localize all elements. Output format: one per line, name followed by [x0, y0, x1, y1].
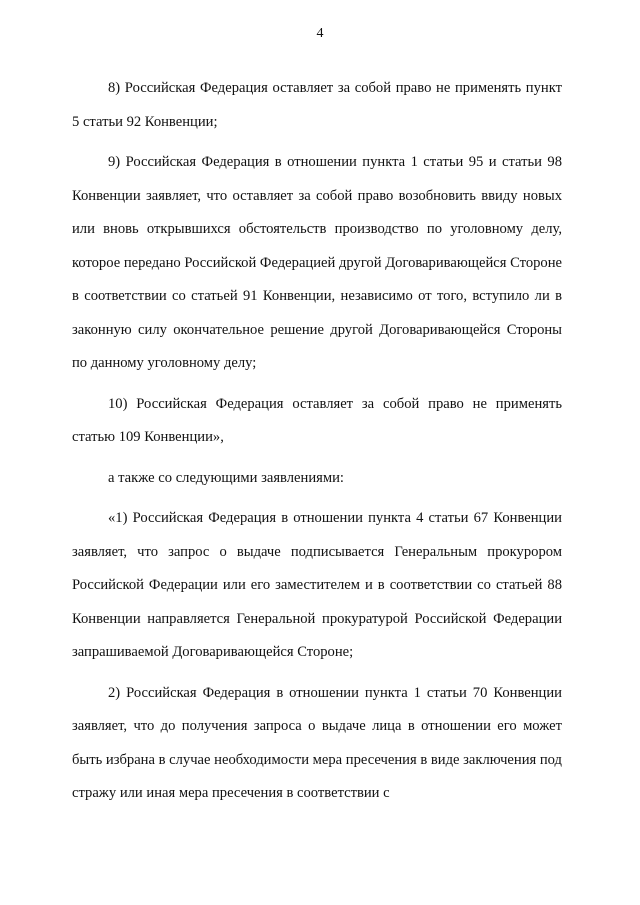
paragraph-declaration-1: «1) Российская Федерация в отношении пункта 4 статьи 67 Конвенции заявляет, что запрос о выдаче подписывается Генеральным прокурором Российской Федерации или его заместителем и в соответствии со статьей 88 Конвенции направляется Генеральной прокуратурой Российской Федерации запрашиваемой Договаривающейся Стороне;	[72, 510, 562, 660]
page-number: 4	[316, 26, 324, 41]
paragraph-declarations-intro: а также со следующими заявлениями:	[108, 469, 344, 486]
paragraph-reservation-9: 9) Российская Федерация в отношении пункта 1 статьи 95 и статьи 98 Конвенции заявляет, что оставляет за собой право возобновить ввиду новых или вновь открывшихся обстоятельств производство по уголовному делу, которое передано Российской Федерацией другой Договаривающейся Стороне в соответствии со статьей 91 Конвенции, независимо от того, вступило ли в законную силу окончательное решение другой Договаривающейся Стороны по данному уголовному делу;	[72, 154, 562, 371]
paragraph-reservation-10: 10) Российская Федерация оставляет за собой право не применять статью 109 Конвенции»,	[72, 395, 562, 445]
paragraph-reservation-8: 8) Российская Федерация оставляет за собой право не применять пункт 5 статьи 92 Конвенции;	[72, 80, 562, 130]
paragraph-declaration-2: 2) Российская Федерация в отношении пункта 1 статьи 70 Конвенции заявляет, что до получения запроса о выдаче лица в отношении его может быть избрана в случае необходимости мера пресечения в виде заключения под стражу или иная мера пресечения в соответствии с	[72, 684, 562, 801]
document-body	[72, 72, 562, 811]
